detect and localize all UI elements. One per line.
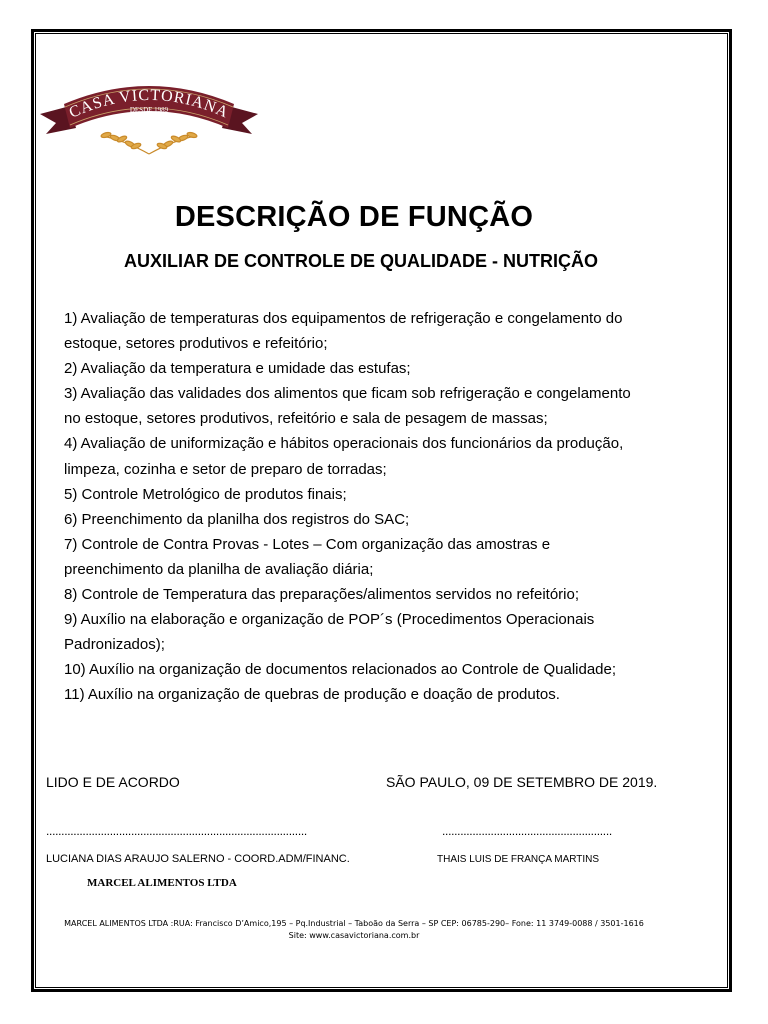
- signature-line-left: ......................................................................................: [46, 824, 307, 838]
- duty-line: 2) Avaliação da temperatura e umidade das estufas;: [64, 360, 411, 378]
- duty-line: limpeza, cozinha e setor de preparo de torradas;: [64, 460, 387, 478]
- duty-line: no estoque, setores produtivos, refeitório e sala de pesagem de massas;: [64, 410, 548, 428]
- svg-text:CASA VICTORIANA: CASA VICTORIANA: [66, 86, 232, 122]
- place-date: SÃO PAULO, 09 DE SETEMBRO DE 2019.: [386, 774, 658, 790]
- signatory-name-right: THAIS LUIS DE FRANÇA MARTINS: [437, 854, 600, 865]
- duty-line: 8) Controle de Temperatura das preparações/alimentos servidos no refeitório;: [64, 586, 579, 604]
- document-subtitle: AUXILIAR DE CONTROLE DE QUALIDADE - NUTRIÇÃO: [124, 251, 598, 271]
- duty-line: 10) Auxílio na organização de documentos relacionados ao Controle de Qualidade;: [64, 661, 617, 679]
- duty-line: 5) Controle Metrológico de produtos finais;: [64, 485, 347, 503]
- duties-list: [64, 306, 664, 708]
- duty-line: 3) Avaliação das validades dos alimentos que ficam sob refrigeração e congelamento: [64, 385, 631, 403]
- footer-address: MARCEL ALIMENTOS LTDA :RUA: Francisco D’Amico,195 – Pq.Industrial – Taboão da Serra – SP CEP: 06785-290– Fone: 11 3749-0088 / 3501-1616: [64, 919, 644, 928]
- duty-line: 4) Avaliação de uniformização e hábitos operacionais dos funcionários da produção,: [64, 435, 624, 453]
- duty-line: Padronizados);: [64, 636, 165, 654]
- casa-victoriana-logo: [36, 76, 262, 162]
- footer-site: Site: www.casavictoriana.com.br: [288, 931, 420, 940]
- duty-line: 1) Avaliação de temperaturas dos equipamentos de refrigeração e congelamento do: [64, 310, 623, 327]
- document-title: DESCRIÇÃO DE FUNÇÃO: [174, 201, 534, 233]
- signatory-name-left: LUCIANA DIAS ARAUJO SALERNO - COORD.ADM/FINANC.: [46, 853, 350, 865]
- agreement-label: LIDO E DE ACORDO: [46, 774, 180, 790]
- duty-line: 6) Preenchimento da planilha dos registros do SAC;: [64, 510, 410, 528]
- duty-line: 9) Auxílio na elaboração e organização de POP´s (Procedimentos Operacionais: [64, 611, 595, 629]
- company-name: MARCEL ALIMENTOS LTDA: [87, 877, 237, 889]
- footer: [0, 918, 708, 942]
- signature-line-right: ........................................................: [442, 824, 612, 838]
- duty-line: 11) Auxílio na organização de quebras de produção e doação de produtos.: [64, 686, 560, 704]
- duty-line: estoque, setores produtivos e refeitório;: [64, 335, 328, 353]
- duty-line: preenchimento da planilha de avaliação diária;: [64, 560, 374, 578]
- duty-line: 7) Controle de Contra Provas - Lotes – Com organização das amostras e: [64, 535, 551, 553]
- svg-text:DESDE 1989: DESDE 1989: [129, 106, 169, 114]
